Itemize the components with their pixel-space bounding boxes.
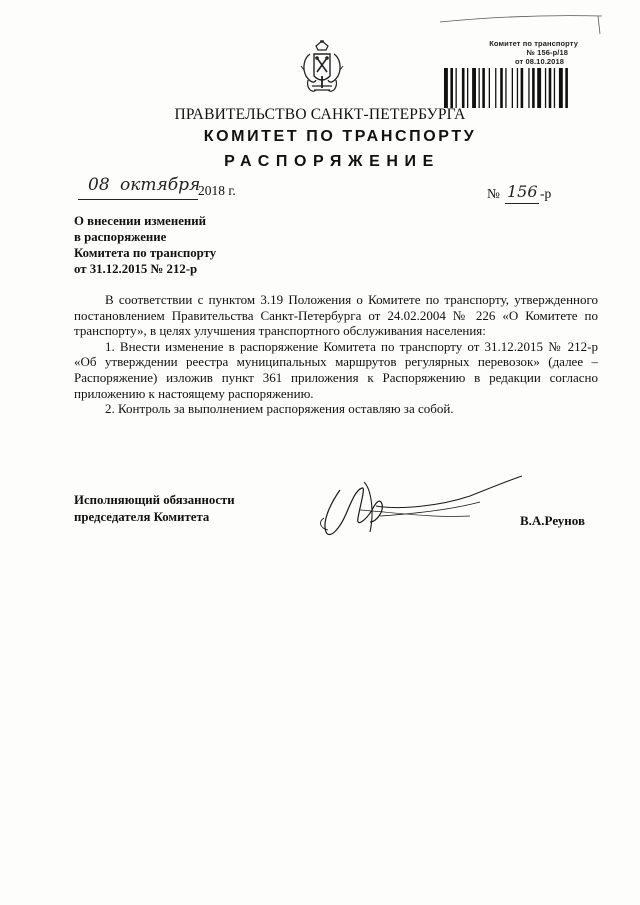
position-line: председателя Комитета bbox=[74, 510, 210, 524]
committee-heading: КОМИТЕТ ПО ТРАНСПОРТУ bbox=[203, 128, 477, 145]
preamble-paragraph: В соответствии с пунктом 3.19 Положения о Комитете по транспорту, утвержденного постановлением Правительства Санкт-Петербурга от 24.02.2004 № 226 «О Комитете по транспорту», в целях улучшения транспортного обслуживания населения: bbox=[74, 292, 598, 339]
document-body bbox=[74, 292, 598, 417]
document-subject bbox=[74, 213, 216, 277]
position-line: Исполняющий обязанности bbox=[74, 493, 235, 507]
stamp-frame bbox=[432, 12, 608, 36]
number-prefix: № bbox=[487, 186, 500, 201]
barcode-icon bbox=[442, 68, 602, 108]
number-suffix: -р bbox=[540, 186, 552, 201]
subject-line: Комитета по транспорту bbox=[74, 246, 217, 260]
subject-line: О внесении изменений bbox=[74, 214, 207, 228]
document-type-heading: РАСПОРЯЖЕНИЕ bbox=[224, 153, 440, 170]
clause-1-paragraph: 1. Внести изменение в распоряжение Комитета по транспорту от 31.12.2015 № 212-р «Об утверждении реестра муниципальных маршрутов регулярных перевозок» (далее – Распоряжение) изложив пункт 361 приложения к Распоряжению в редакции согласно приложению к настоящему распоряжению. bbox=[74, 338, 598, 401]
subject-line: от 31.12.2015 № 212-р bbox=[74, 262, 198, 276]
date-underline bbox=[78, 199, 198, 200]
handwritten-signature bbox=[300, 470, 530, 550]
stamp-number: № 156-р/18 bbox=[526, 48, 568, 57]
signatory-position bbox=[74, 492, 235, 526]
subject-line: в распоряжение bbox=[74, 230, 167, 244]
signatory-name: В.А.Реунов bbox=[520, 513, 585, 528]
date-year: 2018 г. bbox=[198, 183, 236, 198]
stamp-organization: Комитет по транспорту bbox=[489, 39, 578, 48]
saint-petersburg-coat-of-arms-icon bbox=[300, 40, 344, 98]
number-handwritten: 156 bbox=[507, 182, 538, 201]
number-underline bbox=[505, 203, 539, 204]
date-day-handwritten: 08 bbox=[88, 175, 110, 195]
date-month-handwritten: октября bbox=[120, 175, 201, 195]
registration-stamp bbox=[432, 12, 608, 118]
government-heading: ПРАВИТЕЛЬСТВО САНКТ-ПЕТЕРБУРГА bbox=[174, 106, 466, 123]
stamp-date: от 08.10.2018 bbox=[515, 57, 564, 66]
clause-2-paragraph: 2. Контроль за выполнением распоряжения оставляю за собой. bbox=[105, 401, 454, 417]
